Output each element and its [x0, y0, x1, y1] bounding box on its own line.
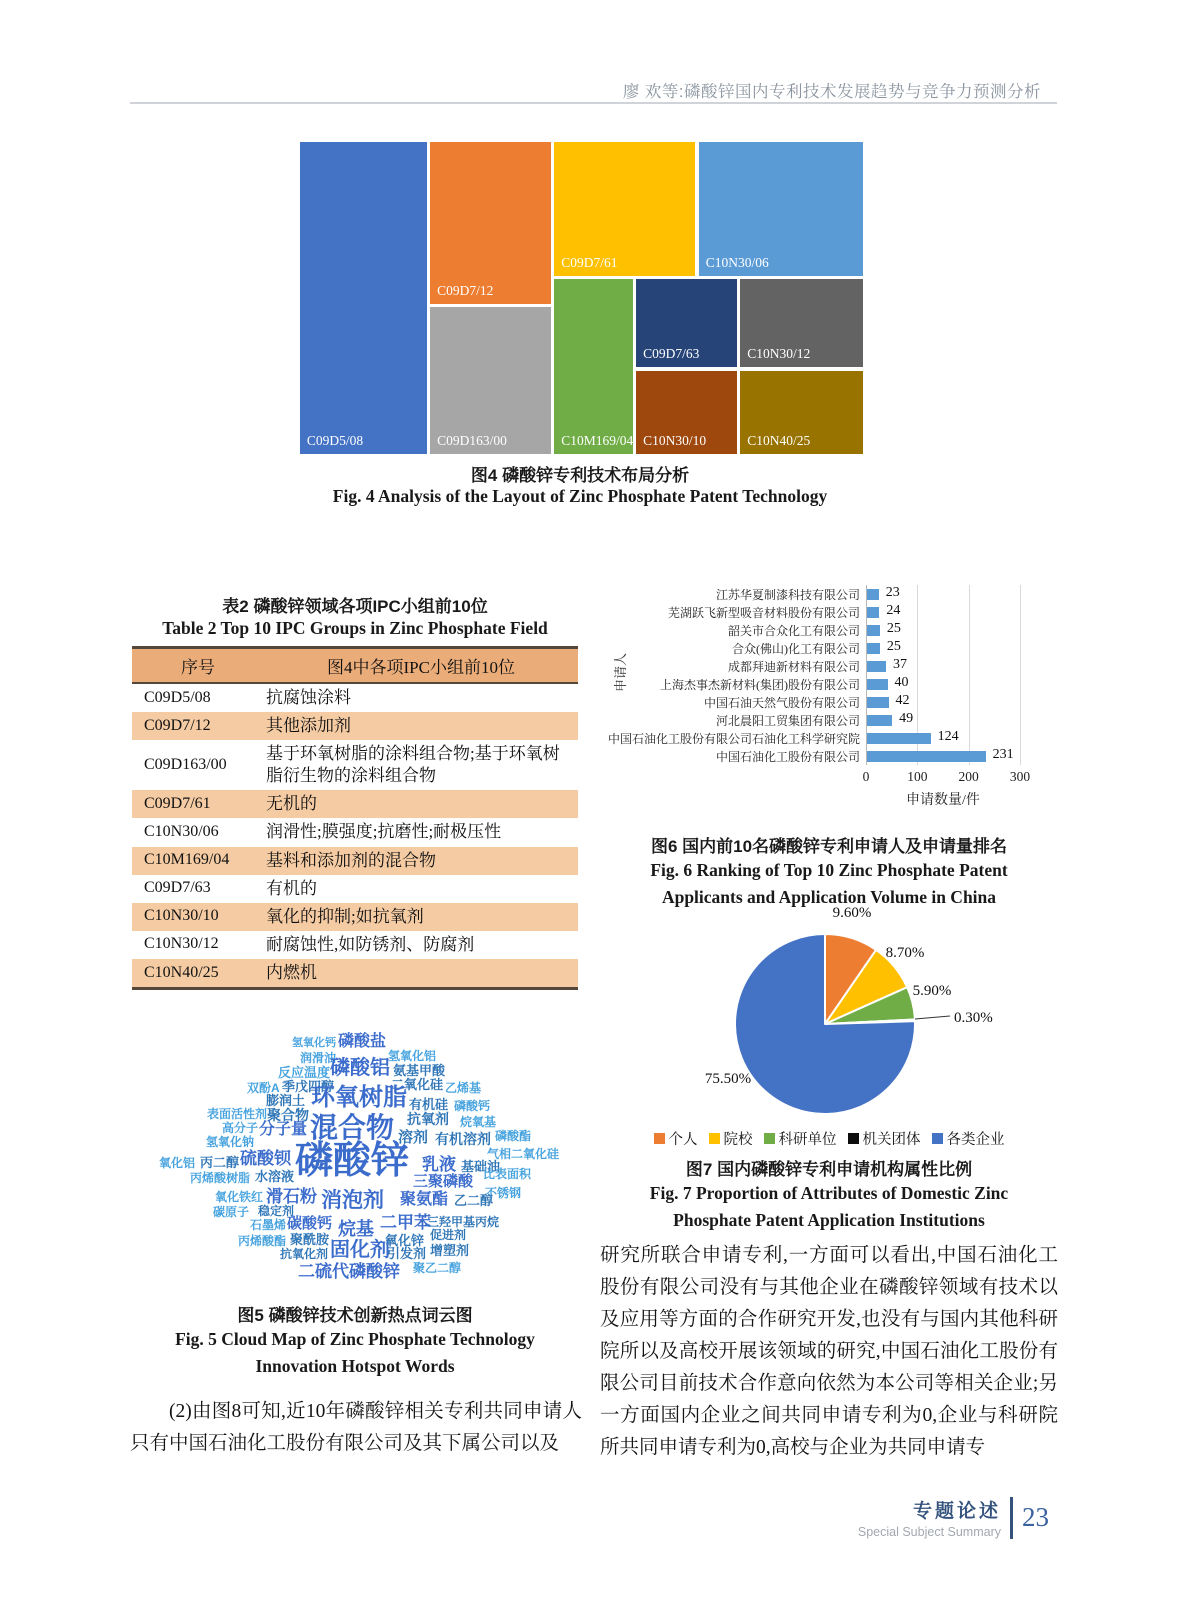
bar-rect [867, 661, 886, 672]
cloud-word: 分子量 [259, 1121, 308, 1138]
legend-item-院校 [709, 1128, 753, 1149]
cloud-word: 润滑油 [300, 1051, 337, 1065]
legend-label: 个人 [668, 1132, 698, 1148]
treemap-tile-C10N30/06 [699, 142, 863, 276]
cloud-word: 抗氧化剂 [280, 1247, 329, 1261]
bar-row [602, 693, 1052, 711]
ipc-code-cell: C10N30/06 [144, 823, 219, 841]
legend-swatch [709, 1133, 720, 1144]
cloud-word: 双酚A [247, 1081, 280, 1095]
bar-rect [867, 607, 879, 618]
cloud-word: 滑石粉 [266, 1187, 317, 1206]
cloud-word: 丙烯酸树脂 [190, 1171, 251, 1185]
bar-row [602, 639, 1052, 657]
cloud-word: 溶剂 [398, 1129, 429, 1146]
table-row [132, 683, 578, 712]
fig7-caption-zh: 图7 国内磷酸锌专利申请机构属性比例 [685, 1160, 973, 1179]
ipc-desc-cell: 基料和添加剂的混合物 [264, 847, 578, 875]
cloud-word: 磷酸铝 [330, 1057, 390, 1079]
bar-chart-figure [602, 585, 1052, 815]
cloud-word: 三羟甲基丙烷 [427, 1215, 500, 1229]
fig4-caption-en: Fig. 4 Analysis of the Layout of Zinc Phosphate Patent Technology [332, 486, 828, 506]
legend-swatch [654, 1133, 665, 1144]
table-row [132, 847, 578, 875]
bar-row [602, 675, 1052, 693]
ipc-desc-cell: 其他添加剂 [264, 712, 578, 740]
pie-percent-label: 0.30% [954, 1010, 993, 1026]
pie-chart-svg [600, 895, 1060, 1140]
cloud-word: 聚氨酯 [400, 1191, 449, 1208]
cloud-word: 有机溶剂 [435, 1131, 491, 1147]
treemap-tile-C09D5/08 [300, 142, 427, 454]
cloud-word: 表面活性剂 [207, 1107, 268, 1121]
ipc-desc-cell: 内燃机 [264, 959, 578, 989]
pie-percent-label: 75.50% [704, 1071, 752, 1087]
bar-zone [866, 621, 1036, 639]
cloud-word: 环氧树脂 [311, 1084, 407, 1111]
treemap-tile-label: C09D5/08 [306, 433, 364, 449]
treemap-tile-label: C09D163/00 [437, 433, 507, 449]
body-paragraph-left: (2)由图8可知,近10年磷酸锌相关专利共同申请人只有中国石油化工股份有限公司及其下属公司以及 [130, 1401, 582, 1454]
cloud-word: 氢氧化钠 [206, 1135, 255, 1149]
cloud-word: 磷酸酯 [495, 1129, 532, 1143]
treemap-tile-label: C10N30/12 [747, 345, 811, 361]
table-row [132, 818, 578, 846]
fig5-caption-en1: Fig. 5 Cloud Map of Zinc Phosphate Technology [175, 1329, 535, 1349]
cloud-word: 氧化锌 [385, 1233, 425, 1248]
cloud-word: 高分子 [222, 1121, 259, 1135]
cloud-word: 磷酸钙 [454, 1099, 491, 1113]
bar-value-label: 49 [899, 711, 914, 726]
footer-section-en: Special Subject Summary [857, 1525, 1001, 1539]
cloud-word: 碳酸钙 [287, 1215, 333, 1232]
bar-tick-label: 300 [1009, 769, 1031, 784]
ipc-code-cell: C09D7/12 [132, 712, 264, 740]
bar-category-label: 芜湖跃飞新型吸音材料股份有限公司 [667, 605, 860, 620]
bar-chart-rows [602, 585, 1052, 765]
cloud-word: 乳液 [422, 1155, 456, 1174]
bar-row [602, 657, 1052, 675]
bar-value-label: 24 [886, 603, 901, 618]
bar-zone [866, 729, 1036, 747]
fig5-caption-zh: 图5 磷酸锌技术创新热点词云图 [237, 1306, 473, 1325]
table-row [132, 959, 578, 989]
bar-zone [866, 639, 1036, 657]
cloud-word: 反应温度 [278, 1065, 331, 1080]
table-row [132, 875, 578, 903]
cloud-word: 磷酸锌 [295, 1140, 410, 1182]
treemap-tile-C10N30/12 [740, 279, 863, 367]
bar-category-label: 中国石油化工股份有限公司 [715, 749, 860, 764]
bar-zone [866, 675, 1036, 693]
ipc-desc-cell: 抗腐蚀涂料 [266, 688, 351, 707]
cloud-word: 二硫代磷酸锌 [298, 1262, 400, 1281]
ipc-code-cell: C09D7/63 [144, 879, 211, 897]
ipc-code-cell: C10N30/10 [132, 903, 264, 931]
bar-zone [866, 747, 1036, 765]
cloud-word: 混合物 [310, 1112, 395, 1143]
treemap-tile-C09D7/61 [554, 142, 695, 276]
ipc-table [132, 646, 578, 990]
bar-row [602, 585, 1052, 603]
table2-title-en: Table 2 Top 10 IPC Groups in Zinc Phosphate Field [162, 618, 548, 638]
cloud-word: 磷酸盐 [338, 1033, 387, 1050]
body-paragraph-right: 研究所联合申请专利,一方面可以看出,中国石油化工股份有限公司没有与其他企业在磷酸锌领域有技术以及应用等方面的合作研究开发,也没有与国内其他科研院所以及高校开展该领域的研究,中国石油化工股份有限公司目前技术合作意向依然为本公司等相关企业;另一方面国内企业之间共同申请专利为0,企业与科研院所共同申请专利为0,高校与企业为共同申请专 [600, 1245, 1058, 1458]
legend-item-各类企业 [932, 1128, 1005, 1149]
ipc-desc-cell: 基于环氧树脂的涂料组合物;基于环氧树脂衍生物的涂料组合物 [266, 744, 560, 786]
treemap-tile-C09D7/12 [430, 142, 551, 304]
ipc-desc-cell: 润滑性;膜强度;抗磨性;耐极压性 [266, 822, 502, 842]
treemap-tile-label: C10M169/04 [561, 433, 634, 449]
cloud-word: 硫酸钡 [240, 1149, 291, 1168]
cloud-word: 丙二醇 [200, 1155, 240, 1170]
legend-item-机关团体 [848, 1128, 921, 1149]
ipc-desc-cell: 耐腐蚀性,如防锈剂、防腐剂 [266, 934, 475, 954]
bar-row [602, 747, 1052, 765]
cloud-word: 气相二氧化硅 [487, 1147, 560, 1161]
ipc-code-cell: C10N30/12 [144, 935, 219, 953]
cloud-word: 烷氧基 [460, 1115, 497, 1129]
legend-swatch [848, 1133, 859, 1144]
bar-row [602, 621, 1052, 639]
footer-section [858, 1496, 1001, 1539]
cloud-word: 氢氧化钙 [292, 1037, 336, 1049]
legend-item-科研单位 [764, 1128, 837, 1149]
table-row [132, 903, 578, 931]
bar-zone [866, 711, 1036, 729]
bar-rect [867, 751, 986, 762]
bar-zone [866, 603, 1036, 621]
bar-category-label: 合众(佛山)化工有限公司 [732, 641, 860, 656]
cloud-word: 氧化铝 [159, 1156, 196, 1170]
cloud-word: 氨基甲酸 [393, 1063, 446, 1078]
fig7-caption-en1: Fig. 7 Proportion of Attributes of Domestic Zinc [649, 1183, 1009, 1203]
bar-rect [867, 697, 889, 708]
pie-percent-label: 8.70% [885, 945, 925, 961]
bar-zone [866, 693, 1036, 711]
cloud-word: 抗氧剂 [407, 1111, 449, 1127]
bar-value-label: 23 [885, 585, 900, 600]
bar-value-label: 42 [895, 693, 910, 708]
bar-category-label: 中国石油天然气股份有限公司 [703, 695, 860, 710]
bar-value-label: 40 [894, 675, 909, 690]
cloud-word: 季戊四醇 [282, 1079, 335, 1094]
bar-zone [866, 657, 1036, 675]
cloud-word: 乙二醇 [454, 1193, 494, 1208]
cloud-word: 聚酰胺 [290, 1232, 330, 1247]
bar-rect [867, 643, 880, 654]
fig6-caption-en2: Applicants and Application Volume in China [661, 887, 997, 907]
bar-chart-x-ticks [862, 769, 1031, 787]
ipc-code-cell: C09D5/08 [144, 688, 211, 706]
cloud-word: 乙烯基 [445, 1081, 482, 1095]
legend-item-个人 [654, 1128, 698, 1149]
treemap-figure [297, 140, 866, 456]
bar-rect [867, 679, 888, 690]
bar-rect [867, 625, 880, 636]
pie-percent-label: 5.90% [912, 983, 952, 999]
fig6-caption-en1: Fig. 6 Ranking of Top 10 Zinc Phosphate Patent [650, 860, 1008, 880]
footer-divider [1010, 1497, 1013, 1539]
ipc-code-cell: C09D163/00 [144, 755, 227, 773]
bar-value-label: 37 [892, 657, 907, 672]
legend-label: 院校 [723, 1132, 753, 1148]
fig6-caption-zh: 图6 国内前10名磷酸锌专利申请人及申请量排名 [650, 837, 1008, 856]
ipc-code-cell: C10N40/25 [132, 959, 264, 989]
ipc-code-cell: C09D7/61 [132, 790, 264, 818]
ipc-code-cell: C10M169/04 [132, 847, 264, 875]
treemap-tile-label: C10N40/25 [747, 433, 811, 449]
treemap-tile-C09D163/00 [430, 307, 551, 454]
page-number: 23 [1022, 1502, 1049, 1532]
pie-chart-figure [600, 895, 1060, 1140]
treemap-tile-C09D7/63 [636, 279, 737, 367]
cloud-word: 比表面积 [483, 1167, 532, 1181]
cloud-word: 烷基 [338, 1219, 374, 1239]
cloud-word: 氧化铁红 [215, 1190, 264, 1204]
bar-tick-label: 100 [907, 769, 928, 784]
pie-legend [600, 1128, 1058, 1149]
ipc-desc-cell: 无机的 [264, 790, 578, 818]
bar-category-label: 成都拜迪新材料有限公司 [727, 659, 860, 674]
cloud-word: 不锈钢 [485, 1186, 522, 1200]
legend-label: 科研单位 [778, 1132, 837, 1148]
treemap-tile-C10N40/25 [740, 371, 863, 454]
bar-tick-label: 200 [958, 769, 979, 784]
table-row [132, 740, 578, 790]
treemap-tile-label: C09D7/61 [561, 254, 618, 270]
ipc-desc-cell: 氧化的抑制;如抗氧剂 [264, 903, 578, 931]
cloud-word: 固化剂 [330, 1239, 390, 1261]
cloud-word: 消泡剂 [321, 1189, 384, 1212]
cloud-word: 聚乙二醇 [413, 1261, 462, 1275]
cloud-word: 促进剂 [430, 1228, 467, 1242]
running-title: 廖 欢等:磷酸锌国内专利技术发展趋势与竞争力预测分析 [622, 83, 1041, 101]
table-row [132, 712, 578, 740]
ipc-desc-cell: 有机的 [266, 878, 317, 898]
cloud-word: 碳原子 [213, 1205, 250, 1219]
cloud-word: 有机硅 [409, 1097, 449, 1112]
bar-category-label: 上海杰事杰新材料(集团)股份有限公司 [660, 677, 860, 692]
bar-value-label: 25 [886, 621, 901, 636]
fig5-caption-en2: Innovation Hotspot Words [255, 1356, 455, 1376]
cloud-word: 引发剂 [387, 1246, 427, 1261]
fig4-caption-zh: 图4 磷酸锌专利技术布局分析 [470, 466, 690, 485]
cloud-word: 基础油 [461, 1159, 501, 1174]
cloud-word: 增塑剂 [430, 1243, 470, 1258]
header-rule [130, 102, 1057, 104]
bar-category-label: 中国石油化工股份有限公司石油化工科学研究院 [607, 731, 860, 746]
wordcloud-figure [142, 1030, 592, 1292]
ipc-table-header-col2: 图4中各项IPC小组前10位 [264, 648, 578, 684]
bar-category-label: 河北晨阳工贸集团有限公司 [715, 713, 860, 728]
cloud-word: 水溶液 [255, 1169, 295, 1184]
table2-title-zh: 表2 磷酸锌领域各项IPC小组前10位 [222, 597, 488, 616]
cloud-word: 氢氧化铝 [388, 1049, 437, 1063]
cloud-word: 膨润土 [266, 1093, 306, 1108]
cloud-word: 三聚磷酸 [413, 1173, 474, 1190]
cloud-word: 丙烯酸酯 [238, 1234, 287, 1248]
pie-percent-label: 9.60% [832, 905, 872, 921]
cloud-word: 石墨烯 [250, 1218, 287, 1232]
bar-value-label: 124 [937, 729, 959, 744]
bar-category-label: 江苏华夏制漆科技有限公司 [715, 587, 860, 602]
bar-rect [867, 589, 879, 600]
treemap-tile-C10M169/04 [554, 279, 633, 454]
treemap-tile-C10N30/10 [636, 371, 737, 454]
legend-label: 各类企业 [946, 1132, 1005, 1148]
bar-tick-label: 0 [862, 769, 870, 784]
ipc-table-header-row [132, 648, 578, 684]
treemap-tile-label: C10N30/10 [643, 433, 707, 449]
bar-rect [867, 715, 892, 726]
cloud-word: 二氧化硅 [391, 1077, 444, 1092]
pie-leader-line [915, 1016, 950, 1019]
bar-chart-x-axis-label: 申请数量/件 [906, 793, 980, 808]
bar-row [602, 603, 1052, 621]
bar-chart-y-axis-label: 申请人 [613, 652, 629, 693]
bar-category-label: 韶关市合众化工有限公司 [727, 623, 860, 638]
legend-label: 机关团体 [862, 1132, 921, 1148]
bar-row [602, 729, 1052, 747]
page-footer [858, 1496, 1049, 1539]
treemap-tile-label: C09D7/63 [643, 345, 700, 361]
bar-value-label: 231 [992, 747, 1014, 762]
cloud-word: 二甲苯 [380, 1213, 431, 1232]
cloud-word: 稳定剂 [258, 1204, 295, 1218]
bar-zone [866, 585, 1036, 603]
bar-row [602, 711, 1052, 729]
legend-swatch [932, 1133, 943, 1144]
fig7-caption-en2: Phosphate Patent Application Institutions [673, 1210, 985, 1230]
bar-value-label: 25 [886, 639, 901, 654]
cloud-word: 聚合物 [267, 1107, 309, 1123]
treemap-tile-label: C10N30/06 [705, 254, 769, 270]
table-row [132, 790, 578, 818]
bar-rect [867, 733, 931, 744]
treemap-tile-label: C09D7/12 [437, 282, 494, 298]
ipc-table-header-col1: 序号 [132, 648, 264, 684]
footer-section-zh: 专题论述 [912, 1501, 1001, 1522]
legend-swatch [764, 1133, 775, 1144]
table-row [132, 931, 578, 959]
